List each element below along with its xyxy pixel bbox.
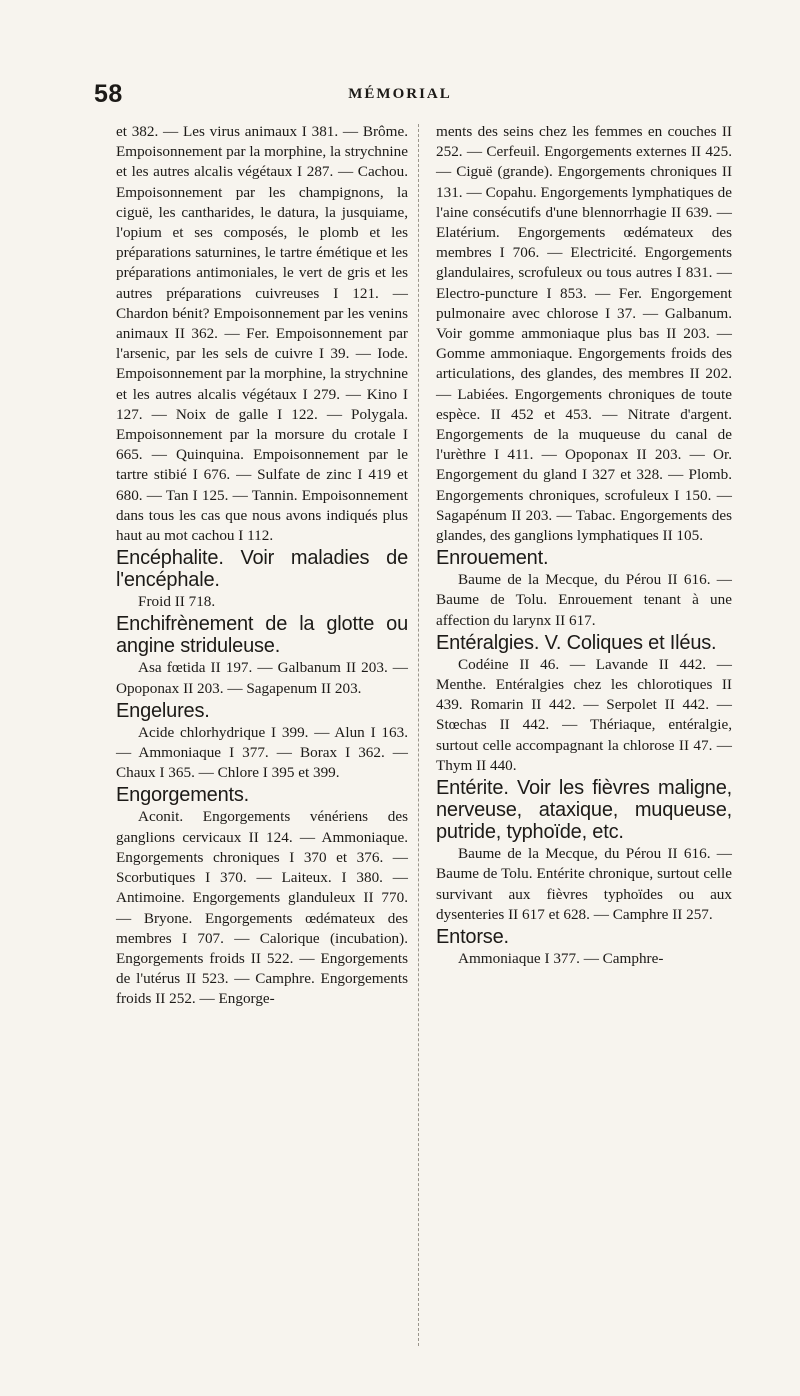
headword-encephalite: Encéphalite. Voir maladies de l'encéphale. bbox=[116, 547, 408, 592]
entry-enterite: Baume de la Mecque, du Pérou II 616. — Baume de Tolu. Entérite chronique, surtout celle survivant aux fièvres typhoïdes ou aux dysenteries II 617 et 628. — Camphre II 257. bbox=[436, 845, 732, 923]
entry-enchifrenement: Asa fœtida II 197. — Galbanum II 203. — Opoponax II 203. — Sagapenum II 203. bbox=[116, 659, 408, 697]
entry-engorgements-continued: ments des seins chez les femmes en couches II 252. — Cerfeuil. Engorgements externes II 425. — Ciguë (grande). Engorgements chroniques II 131. — Copahu. Engorgements lymphatiques de l'aine consécutifs d'une blennorrhagie II 639. — Elatérium. Engorgements œdémateux des membres I 706. — Electricité. Engorgements glandulaires, scrofuleux ou tous autres I 831. — Electro-puncture I 853. — Fer. Engorgement pulmonaire avec chlorose I 37. — Galbanum. Voir gomme ammoniaque plus bas II 203. — Gomme ammoniaque. Engorgements froids des articulations, des glandes, des membres II 202. — Labiées. Engorgements chroniques de toute espèce. II 452 et 453. — Nitrate d'argent. Engorgements de la muqueuse du canal de l'urèthre I 411. — Opoponax II 203. — Or. Engorgement du gland I 327 et 328. — Plomb. Engorgements chroniques, scrofuleux I 150. — Sagapénum II 203. — Tabac. Engorgements des glandes, des ganglions lymphatiques II 105. bbox=[436, 123, 732, 545]
page-number: 58 bbox=[94, 80, 123, 108]
headword-enchifrenement: Enchifrènement de la glotte ou angine striduleuse. bbox=[116, 613, 408, 658]
left-column bbox=[116, 122, 408, 1010]
entry-froid: Froid II 718. bbox=[138, 593, 216, 611]
entry-entorse: Ammoniaque I 377. — Camphre- bbox=[458, 949, 664, 967]
entry-enrouement: Baume de la Mecque, du Pérou II 616. — Baume de Tolu. Enrouement tenant à une affection du larynx II 617. bbox=[436, 571, 732, 629]
entry-enteralgies: Codéine II 46. — Lavande II 442. — Menthe. Entéralgies chez les chlorotiques II 439. Romarin II 442. — Serpolet II 442. — Stœchas II 442. — Thériaque, entéralgie, surtout celle accompagnant la chlorose II 47. — Thym II 440. bbox=[436, 655, 732, 774]
headword-enrouement: Enrouement. bbox=[436, 547, 549, 570]
entry-engorgements: Aconit. Engorgements vénériens des ganglions cervicaux II 124. — Ammoniaque. Engorgements chroniques I 370 et 376. — Scorbutiques I 370. — Laiteux. I 380. — Antimoine. Engorgements glanduleux II 770. — Bryone. Engorgements œdémateux des membres I 707. — Calorique (incubation). Engorgements froids II 522. — Engorgements de l'utérus II 523. — Camphre. Engorgements froids II 252. — Engorge- bbox=[116, 808, 408, 1008]
entry-engelures: Acide chlorhydrique I 399. — Alun I 163. — Ammoniaque I 377. — Borax I 362. — Chaux I 365. — Chlore I 395 et 399. bbox=[116, 723, 408, 782]
entry-empoisonnement-continued: et 382. — Les virus animaux I 381. — Brôme. Empoisonnement par la morphine, la strychnine et les autres alcalis végétaux I 287. — Cachou. Empoisonnement par les champignons, la ciguë, les cantharides, le datura, la jusquiame, l'opium et ses composés, le plomb et les préparations saturnines, le tartre émétique et les préparations antimoniales, le vert de gris et les autres préparations cuivreuses I 121. — Chardon bénit? Empoisonnement par les venins animaux II 362. — Fer. Empoisonnement par l'arsenic, par les sels de cuivre I 39. — Iode. Empoisonnement par la morphine, la strychnine et les autres alcalis végétaux I 279. — Kino I 127. — Noix de galle I 122. — Polygala. Empoisonnement par la morsure du crotale I 665. — Quinquina. Empoisonnement par le tartre stibié I 676. — Sulfate de zinc I 419 et 680. — Tan I 125. — Tannin. Empoisonnement dans tous les cas que nous avons indiqués plus haut au mot cachou I 112. bbox=[116, 123, 408, 545]
right-column bbox=[436, 122, 732, 969]
column-divider bbox=[418, 124, 419, 1346]
headword-enterite: Entérite. Voir les fièvres maligne, nerveuse, ataxique, muqueuse, putride, typhoïde, etc. bbox=[436, 777, 732, 844]
headword-engorgements: Engorgements. bbox=[116, 784, 250, 807]
headword-enteralgies: Entéralgies. V. Coliques et Iléus. bbox=[436, 631, 717, 654]
headword-entorse: Entorse. bbox=[436, 925, 509, 948]
running-title: MÉMORIAL bbox=[348, 86, 452, 102]
headword-engelures: Engelures. bbox=[116, 699, 210, 722]
